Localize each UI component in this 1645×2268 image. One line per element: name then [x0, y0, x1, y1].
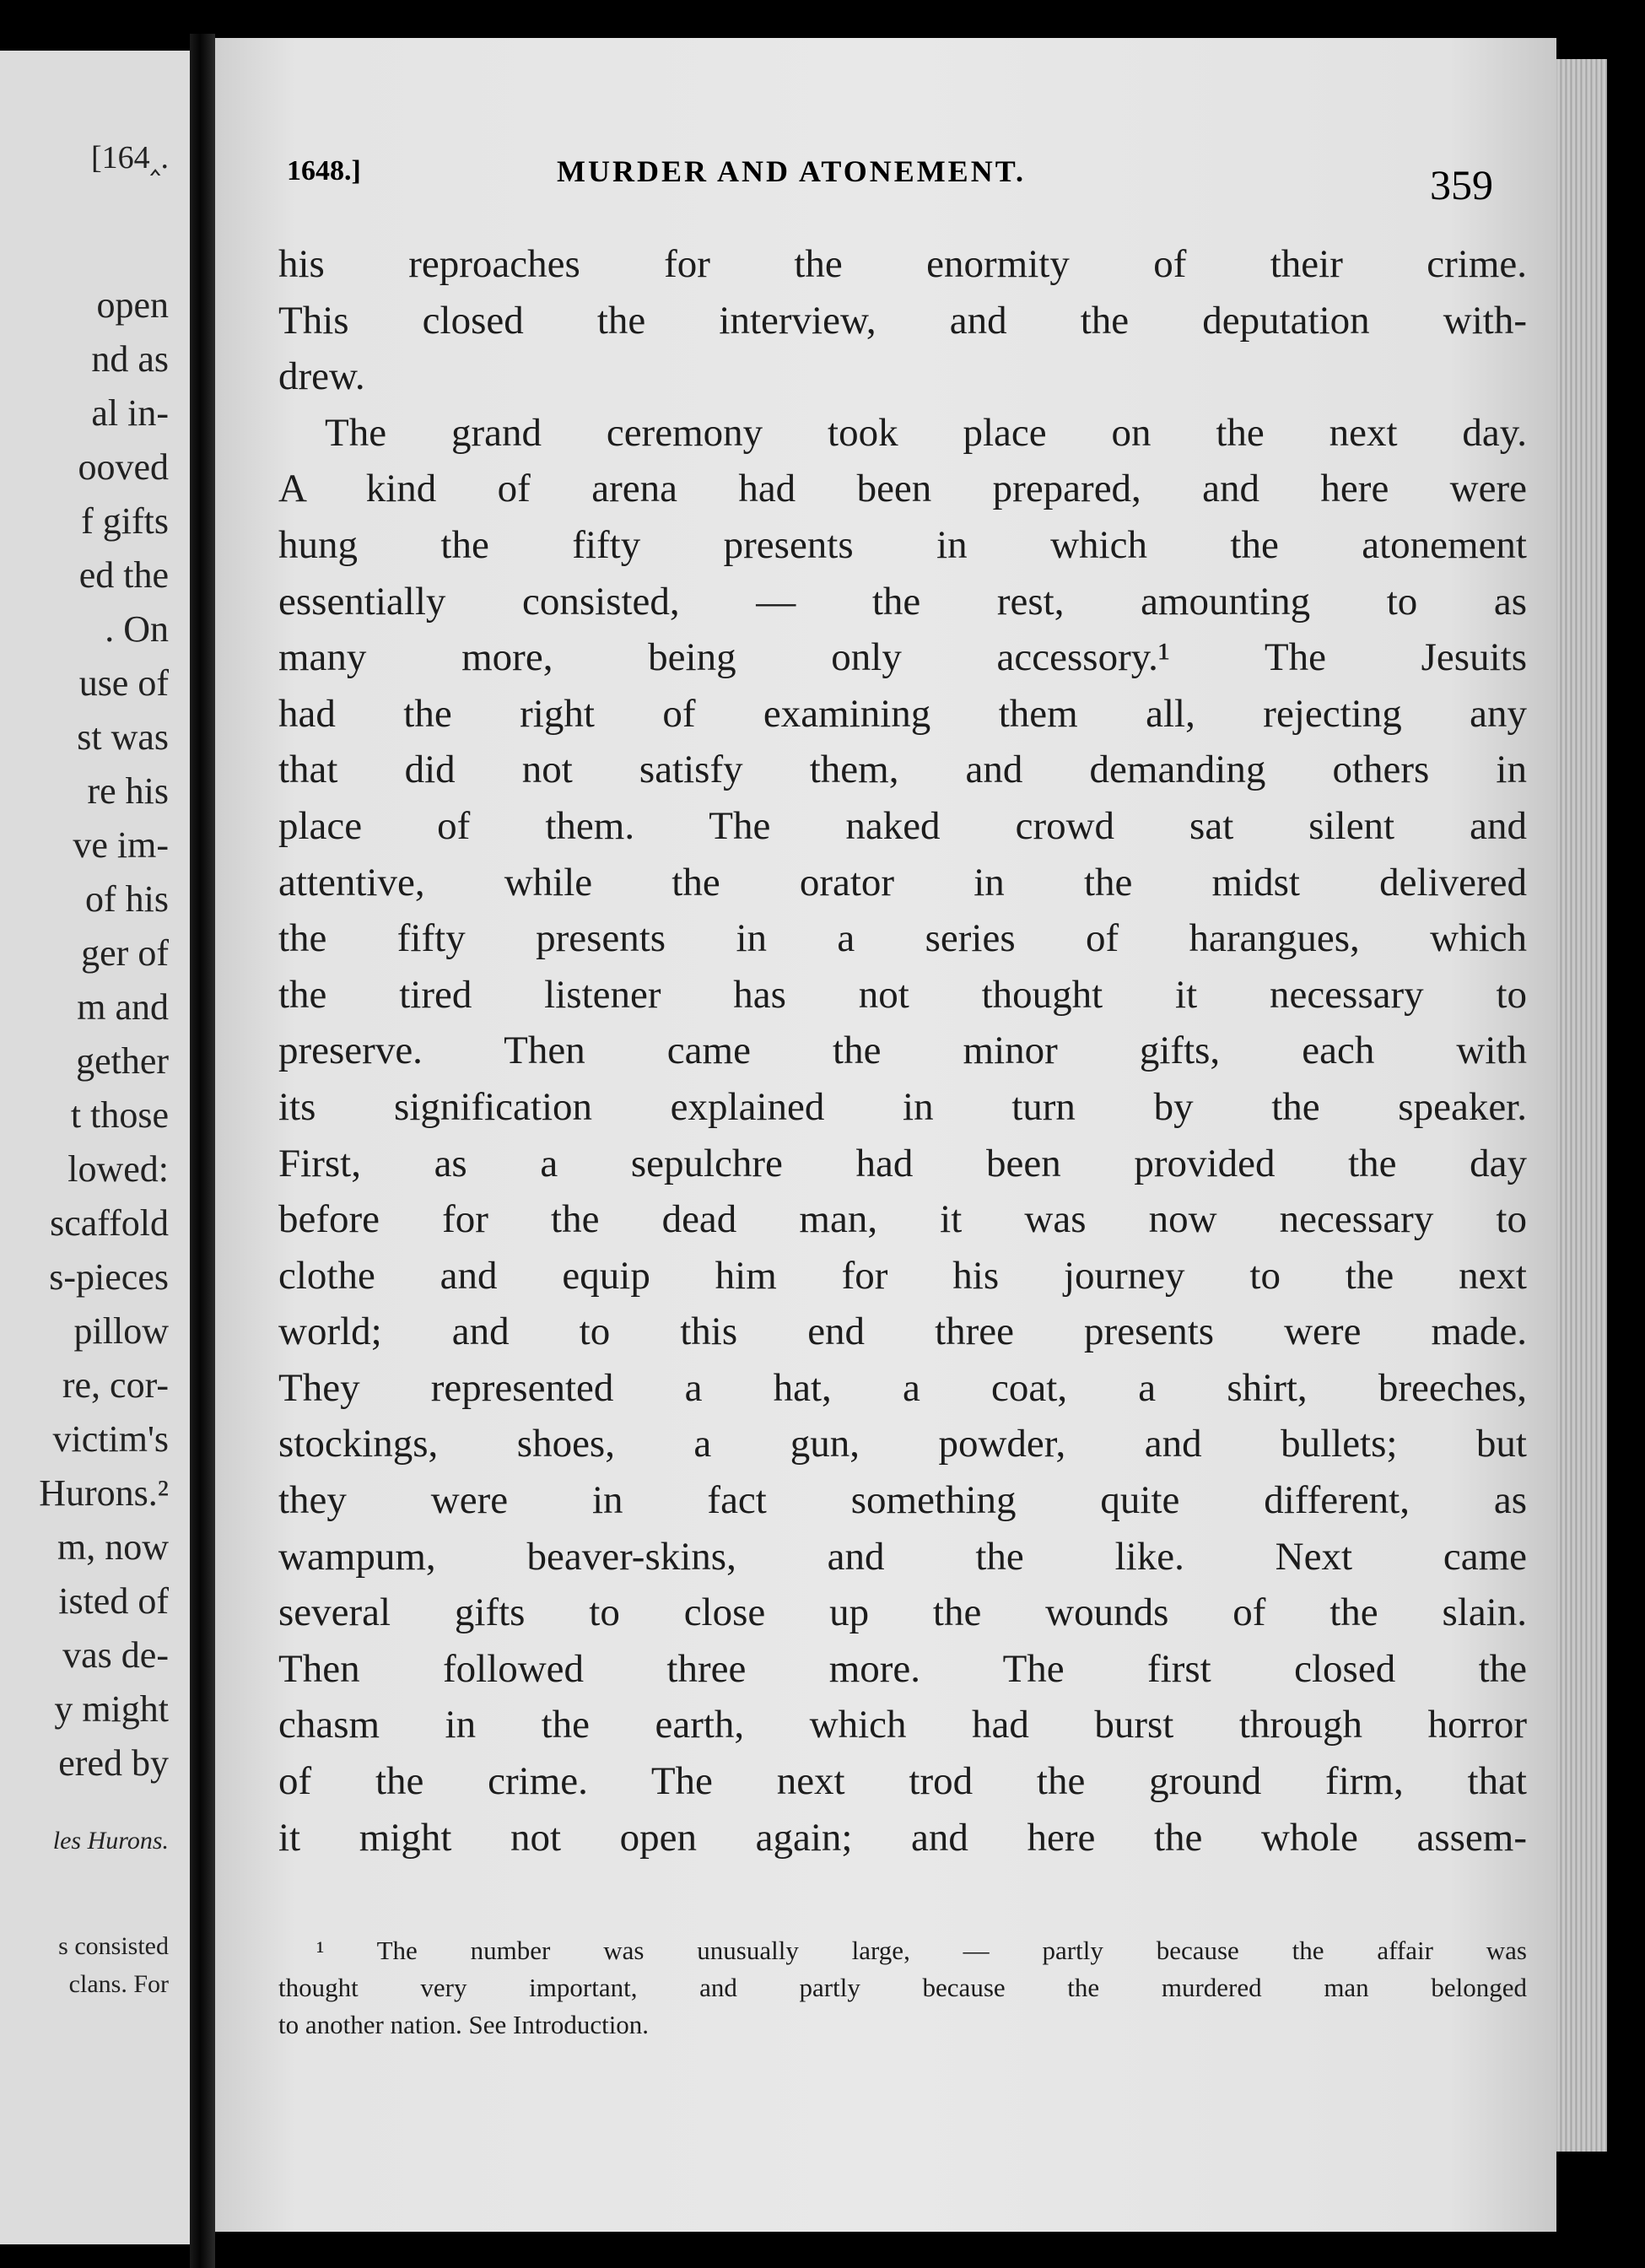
left-line: re, cor-: [62, 1364, 169, 1406]
footnote: [278, 1932, 1527, 2044]
left-line: ger of: [81, 932, 169, 974]
book-gutter: [190, 34, 215, 2268]
running-head: [287, 127, 1510, 208]
left-line: st was: [77, 716, 169, 758]
left-line: of his: [85, 878, 169, 920]
left-line: . On: [105, 608, 169, 650]
left-line: ered by: [58, 1742, 169, 1784]
text-line: They represented a hat, a coat, a shirt, breeches,: [278, 1365, 1527, 1410]
left-line: victim's: [52, 1418, 169, 1460]
left-footnote-line: clans. For: [68, 1970, 169, 1998]
footnote-line: thought very important, and partly because the murdered man belonged: [278, 1973, 1527, 2002]
left-footnote-line: s consisted: [58, 1932, 169, 1960]
text-line: many more, being only accessory.¹ The Jesuits: [278, 635, 1527, 680]
page-number: 359: [1430, 161, 1493, 208]
text-line: First, as a sepulchre had been provided the day: [278, 1141, 1527, 1185]
left-line: ve im-: [73, 824, 169, 866]
left-line: f gifts: [81, 500, 169, 542]
page-edges: [1556, 59, 1607, 2152]
text-line: had the right of examining them all, rejecting any: [278, 691, 1527, 736]
left-line: Hurons.²: [39, 1472, 169, 1514]
text-line: his reproaches for the enormity of their crime.: [278, 242, 1527, 286]
text-line: before for the dead man, it was now necessary to: [278, 1197, 1527, 1242]
text-line: preserve. Then came the minor gifts, each with: [278, 1029, 1527, 1073]
text-line: the fifty presents in a series of harangues, which: [278, 916, 1527, 961]
left-line: use of: [78, 662, 169, 704]
right-page: [215, 38, 1556, 2232]
text-line: stockings, shoes, a gun, powder, and bullets; but: [278, 1422, 1527, 1466]
left-line: m, now: [57, 1526, 169, 1568]
text-line: drew.: [278, 354, 365, 399]
left-line: t those: [70, 1094, 169, 1136]
text-line: essentially consisted, — the rest, amounting to as: [278, 579, 1527, 624]
body-text: [278, 236, 1527, 1866]
left-line: gether: [76, 1040, 169, 1082]
left-line: isted of: [58, 1580, 169, 1622]
text-line: world; and to this end three presents were made.: [278, 1310, 1527, 1354]
left-line: re his: [87, 770, 169, 812]
left-line: lowed:: [67, 1148, 169, 1190]
text-line: place of them. The naked crowd sat silent and: [278, 803, 1527, 848]
text-line: they were in fact something quite different, as: [278, 1478, 1527, 1523]
text-line: A kind of arena had been prepared, and here were: [278, 467, 1527, 511]
left-footnote-line: les Hurons.: [52, 1827, 169, 1855]
left-line: pillow: [73, 1310, 169, 1352]
left-line: al in-: [91, 392, 169, 434]
text-line: its signification explained in turn by the speaker.: [278, 1084, 1527, 1129]
text-line: several gifts to close up the wounds of the slain.: [278, 1590, 1527, 1635]
footnote-line: to another nation. See Introduction.: [278, 2010, 650, 2039]
text-line: chasm in the earth, which had burst through horror: [278, 1703, 1527, 1747]
left-line: ooved: [78, 446, 169, 488]
running-head-year: 1648.]: [287, 155, 361, 186]
left-line: nd as: [91, 338, 169, 380]
footnote-line: ¹ The number was unusually large, — partly because the affair was: [316, 1936, 1527, 1965]
text-line: attentive, while the orator in the midst delivered: [278, 860, 1527, 904]
text-line: of the crime. The next trod the ground firm, that: [278, 1759, 1527, 1804]
text-line: hung the fifty presents in which the atonement: [278, 522, 1527, 567]
text-line: clothe and equip him for his journey to the next: [278, 1253, 1527, 1298]
left-line: ed the: [78, 554, 169, 596]
text-line: The grand ceremony took place on the next day.: [325, 410, 1527, 455]
running-head-title: MURDER AND ATONEMENT.: [557, 154, 1027, 188]
text-line: that did not satisfy them, and demanding others in: [278, 748, 1527, 792]
left-line: open: [96, 284, 169, 326]
left-line: scaffold: [50, 1202, 169, 1244]
left-running-head: [164‸.: [90, 140, 169, 176]
left-line: vas de-: [62, 1634, 169, 1676]
left-line: y might: [54, 1688, 169, 1730]
text-line: the tired listener has not thought it necessary to: [278, 972, 1527, 1017]
text-line: This closed the interview, and the deputation with-: [278, 298, 1527, 343]
left-page-fragment: [0, 51, 190, 2244]
text-line: wampum, beaver-skins, and the like. Next came: [278, 1534, 1527, 1579]
left-line: s-pieces: [49, 1256, 169, 1298]
text-line: Then followed three more. The first closed the: [278, 1646, 1527, 1691]
left-line: m and: [77, 986, 169, 1028]
text-line: it might not open again; and here the whole assem-: [278, 1815, 1527, 1860]
